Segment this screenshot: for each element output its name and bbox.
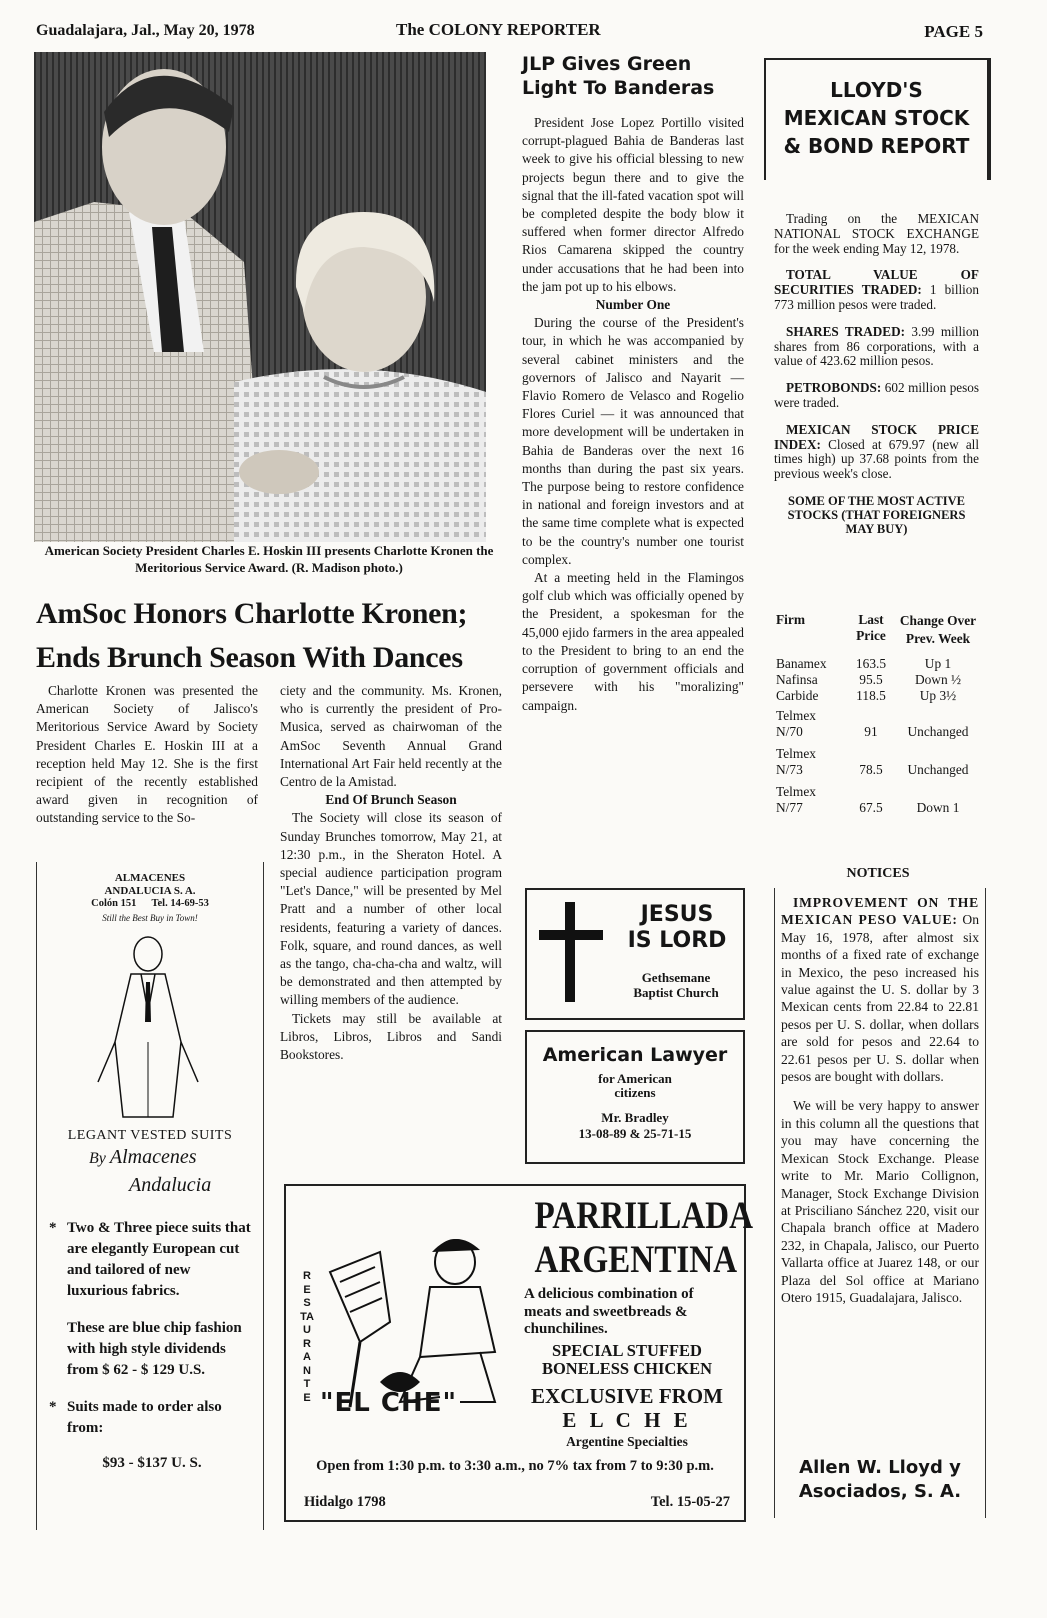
price-cell: 95.5: [859, 672, 883, 687]
award-photo: [34, 52, 486, 542]
lloyds-signature: Allen W. Lloyd y Asociados, S. A.: [798, 1457, 962, 1502]
lloyds-shares-label: SHARES TRADED:: [786, 323, 906, 339]
almacenes-slogan: Still the Best Buy in Town!: [102, 913, 198, 923]
masthead-page-number: PAGE 5: [924, 22, 983, 41]
lloyds-report: [774, 212, 979, 536]
stock-table: [776, 612, 980, 816]
lloyds-total-label: TOTAL VALUE OF SECURITIES TRADED:: [774, 267, 979, 298]
almacenes-address: Colón 151: [91, 898, 137, 909]
parrillada-special: SPECIAL STUFFED BONELESS CHICKEN: [541, 1341, 713, 1378]
jlp-subhead: Number One: [595, 297, 671, 313]
jlp-headline: JLP Gives Green Light To Banderas: [522, 53, 715, 99]
change-cell: Down 1: [916, 800, 960, 815]
parrillada-title-2: ARGENTINA: [534, 1238, 738, 1281]
parrillada-exclusive: EXCLUSIVE FROM: [531, 1384, 723, 1408]
parrillada-description: A delicious combination of meats and sweetbreads & chunchilines.: [524, 1286, 694, 1337]
column-header-firm: Firm: [776, 612, 805, 627]
table-row: [776, 688, 980, 704]
cross-icon: [539, 902, 603, 1002]
amsoc-article-col2: [280, 682, 502, 1064]
amsoc-subhead: End Of Brunch Season: [325, 792, 457, 808]
parrillada-elche: E L C H E: [562, 1408, 692, 1432]
firm-cell: Telmex N/70: [776, 708, 816, 739]
lawyer-ad: [525, 1030, 745, 1164]
almacenes-tagline: LEGANT VESTED SUITS: [67, 1128, 233, 1143]
photo-caption: American Society President Charles E. Hoskin III presents Charlotte Kronen the Meritorious Service Award. (R. Madison photo.): [44, 543, 494, 575]
suit-illustration: [93, 932, 203, 1122]
bullet-icon: *: [49, 1220, 57, 1236]
jlp-paragraph-1: President Jose Lopez Portillo visited corrupt-plagued Bahia de Banderas last week to give his official blessing to new projects begun there and to give the signal that the ill-fated vacation spot will be completed despite the body blow it suffered when former director Alfredo Rios Camarena skipped the country under accusations that he had been into the jam pot up to his elbows.: [522, 115, 744, 294]
change-cell: Up 3½: [919, 688, 957, 703]
church-ad: [525, 888, 745, 1020]
amsoc-paragraph-2: ciety and the community. Ms. Kronen, who is currently the president of Pro-Musica, served as chairwoman of the AmSoc Seventh Annual Grand International Art Fair held recently at the Centro de la Amistad.: [280, 683, 502, 790]
peso-notice-label: IMPROVEMENT ON THE MEXICAN PESO VALUE:: [781, 895, 979, 928]
notices-box: [774, 888, 986, 1518]
firm-cell: Carbide: [776, 688, 819, 703]
lloyds-title-box: [764, 58, 991, 180]
table-row: [776, 672, 980, 688]
active-stocks-title: SOME OF THE MOST ACTIVE STOCKS (THAT FOREIGNERS MAY BUY): [787, 493, 966, 536]
church-name-1: Gethsemane: [641, 970, 711, 985]
lloyds-total-text: 1 billion 773 million pesos were traded.: [774, 282, 979, 312]
lloyds-shares-text: 3.99 million shares from 86 corporations, with a value of 423.62 million pesos.: [774, 323, 980, 369]
lloyds-intro: Trading on the MEXICAN NATIONAL STOCK EXCHANGE for the week ending May 12, 1978.: [774, 211, 979, 256]
bullet-icon: *: [49, 1399, 57, 1415]
lloyds-contact-text: We will be very happy to answer in this column all the questions that you may have concerning the Mexican Stock Exchange. Please write to Mr. Mario Collignon, Manager, Stock Exchange Division at Prisciliano Sánchez 220, visit our Chapala branch office at Madero 232, in Chapala, Jalisco, our Puerto Vallarta office at Juarez 148, or our Plaza del Sol office at Mariano Otero 1915, Guadalajara, Jalisco.: [781, 1098, 979, 1305]
gaucho-illustration: [320, 1232, 510, 1412]
table-row: [776, 656, 980, 672]
price-cell: 78.5: [859, 762, 883, 777]
price-cell: 163.5: [855, 656, 887, 671]
lloyds-petrobonds-text: 602 million pesos were traded.: [774, 380, 979, 410]
change-cell: Up 1: [924, 656, 952, 671]
table-row: [776, 778, 980, 816]
masthead-date: Guadalajara, Jal., May 20, 1978: [36, 22, 255, 39]
amsoc-paragraph-4: Tickets may still be available at Libros, Libros, Libros and Sandi Bookstores.: [280, 1010, 502, 1063]
table-row: [776, 704, 980, 740]
lloyds-petrobonds-label: PETROBONDS:: [786, 380, 882, 396]
church-ad-line-1: JESUS: [640, 902, 714, 927]
parrillada-ad: [284, 1184, 754, 1522]
lawyer-name: Mr. Bradley: [601, 1110, 669, 1125]
almacenes-name: ALMACENES ANDALUCIA S. A.: [104, 872, 196, 897]
amsoc-article-col1: [36, 682, 258, 828]
price-cell: 91: [864, 724, 878, 739]
stock-table-header: [776, 612, 980, 648]
lloyds-index-label: MEXICAN STOCK PRICE INDEX:: [774, 421, 979, 452]
masthead-paper-name: The COLONY REPORTER: [396, 20, 601, 39]
almacenes-bullet-3: Suits made to order also from:: [67, 1399, 222, 1436]
peso-notice-text: On May 16, 1978, after almost six months of a fixed rate of exchange in Mexico, the peso increased his value against the U. S. dollar by 3 Mexican cents from 22.84 to 22.81 pesos per U. S. dollar, when dollars are sold for pesos and 22.64 to 22.61 pesos per U. S. dollar when pesos are bought with dollars.: [781, 912, 979, 1085]
lawyer-ad-subtitle: for American citizens: [598, 1071, 672, 1100]
almacenes-bullet-2: These are blue chip fashion with high style dividends from $ 62 - $ 129 U.S.: [67, 1320, 242, 1378]
price-cell: 67.5: [859, 800, 883, 815]
parrillada-title-1: PARRILLADA: [534, 1194, 754, 1237]
church-name-2: Baptist Church: [633, 985, 719, 1000]
restaurante-vertical-label: RESTAURANTE: [300, 1270, 314, 1404]
lawyer-ad-title: American Lawyer: [542, 1044, 728, 1066]
amsoc-headline: AmSoc Honors Charlotte Kronen; Ends Brunch Season With Dances: [36, 597, 468, 674]
almacenes-by: By: [89, 1150, 106, 1167]
column-header-change: Change Over Prev. Week: [899, 613, 977, 646]
parrillada-address: Hidalgo 1798: [304, 1494, 386, 1510]
lawyer-phone: 13-08-89 & 25-71-15: [578, 1126, 692, 1141]
parrillada-phone: Tel. 15-05-27: [650, 1494, 730, 1510]
jlp-paragraph-2: During the course of the President's tour, in which he was accompanied by several cabinet ministers and the governors of Jalisco and Nayarit — Flavio Romero de Velasco and Rogelio Flores Curiel — it was announced that more development will be undertaken in Bahia de Banderas over the next 16 months than during the past six years. The purpose being to restore confidence in national and foreign investors and at the same time complete what is expected to be the country's number one tourist complex.: [522, 315, 744, 567]
price-cell: 118.5: [856, 688, 886, 703]
award-photo-image: [34, 52, 486, 542]
change-cell: Unchanged: [907, 762, 969, 777]
el-che-logo: "EL CHE": [320, 1388, 458, 1418]
almacenes-ad: [36, 862, 264, 1530]
jlp-article: [522, 114, 744, 715]
firm-cell: Telmex N/77: [776, 784, 816, 815]
notices-title: NOTICES: [846, 866, 910, 881]
lloyds-title: LLOYD'S MEXICAN STOCK & BOND REPORT: [783, 78, 970, 158]
table-row: [776, 740, 980, 778]
firm-cell: Nafinsa: [776, 672, 818, 687]
almacenes-price: $93 - $137 U. S.: [102, 1455, 202, 1471]
amsoc-paragraph-1: Charlotte Kronen was presented the American Society of Jalisco's Meritorious Service Award by Society President Charles E. Hoskin III at a reception held May 12. She is the first recipient of the recently established award given in recognition of outstanding service to the So-: [36, 683, 258, 826]
almacenes-script-1: Almacenes: [109, 1146, 197, 1168]
change-cell: Unchanged: [907, 724, 969, 739]
firm-cell: Banamex: [776, 656, 827, 671]
almacenes-copy: [49, 1218, 255, 1474]
firm-cell: Telmex N/73: [776, 746, 816, 777]
change-cell: Down ½: [914, 672, 962, 687]
church-ad-line-2: IS LORD: [627, 928, 727, 953]
parrillada-specialties: Argentine Specialties: [566, 1434, 688, 1449]
jlp-paragraph-3: At a meeting held in the Flamingos golf club which was officially opened by the President, a spokesman for the 45,000 ejido farmers in the area appealed to the President to bring to an end the corruption of government officials and persevere with his "moralizing" campaign.: [522, 570, 744, 713]
parrillada-hours: Open from 1:30 p.m. to 3:30 a.m., no 7% tax from 7 to 9:30 p.m.: [316, 1458, 714, 1474]
almacenes-bullet-1: Two & Three piece suits that are elegantly European cut and tailored of new luxurious fabrics.: [67, 1220, 251, 1299]
almacenes-script-2: Andalucia: [129, 1174, 212, 1196]
almacenes-phone: Tel. 14-69-53: [151, 898, 209, 909]
lloyds-index-text: Closed at 679.97 (new all times high) up 37.68 points from the previous week's close.: [774, 436, 979, 482]
amsoc-paragraph-3: The Society will close its season of Sunday Brunches tomorrow, May 21, at 12:30 p.m., in the Sheraton Hotel. A special audience participation program "Let's Dance," will be presented by Mel Pratt and a number of other local residents, featuring a variety of dances. Folk, square, and round dances, as well as the tango, cha-cha-cha and waltz, will be demonstrated and then attempted by willing members of the audience.: [280, 810, 502, 1008]
column-header-last-price: Last Price: [856, 612, 886, 643]
